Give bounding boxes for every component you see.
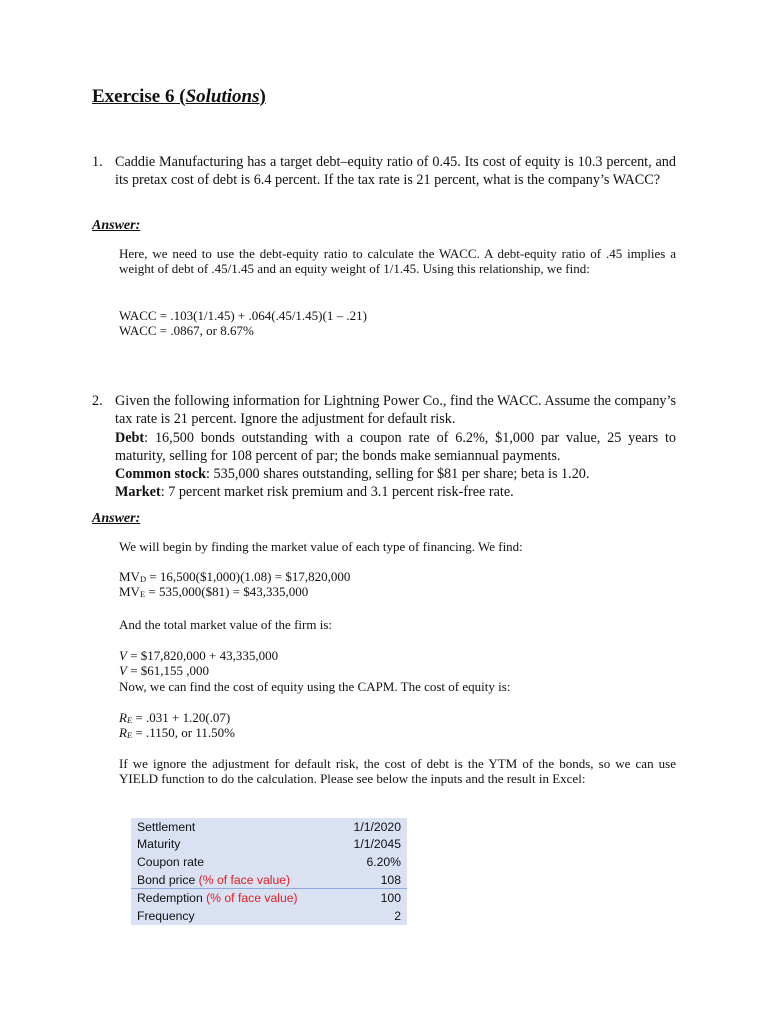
row-note: (% of face value) <box>198 872 291 887</box>
question-text: Given the following information for Lightning Power Co., find the WACC. Assume the company’s tax rate is 21 percent. Ignore the adjustment for default risk. <box>115 393 676 428</box>
page-title: Exercise 6 (Solutions) <box>92 86 266 107</box>
mve-calculation: $MV_E$ = 535,000($81) = $43,335,000 <box>119 584 309 599</box>
answer-text: Here, we need to use the debt-equity ratio to calculate the WACC. A debt-equity ratio of .45 implies a weight of debt of .45/1.45 and an equity weight of 1/1.45. Using this relationship, we find: <box>119 246 676 277</box>
mvd-calculation: $MV_D$ = 16,500($1,000)(1.08) = $17,820,000 <box>119 569 351 584</box>
row-value: 100 <box>333 889 407 907</box>
wacc-result: WACC = .0867, or 8.67% <box>119 323 254 338</box>
table-row <box>131 907 407 925</box>
wacc-calculation: WACC = .103(1/1.45) + .064(.45/1.45)(1 – .21) <box>119 308 367 323</box>
common-stock-info: Common stock: 535,000 shares outstanding, selling for $81 per share; beta is 1.20. <box>115 466 590 483</box>
debt-info: Debt: 16,500 bonds outstanding with a coupon rate of 6.2%, $1,000 par value, 25 years to maturity, selling for 108 percent of par; the bonds make semiannual payments. <box>115 429 676 464</box>
table-row <box>131 836 407 854</box>
row-label: Settlement <box>131 818 333 836</box>
question-text: Caddie Manufacturing has a target debt–equity ratio of 0.45. Its cost of equity is 10.3 percent, and its pretax cost of debt is 6.4 percent. If the tax rate is 21 percent, what is the company’s WACC? <box>115 154 676 189</box>
answer-label: Answer: <box>92 511 141 526</box>
table-row <box>131 889 407 907</box>
yield-explanation: If we ignore the adjustment for default risk, the cost of debt is the YTM of the bonds, so we can use YIELD function to do the calculation. Please see below the inputs and the result in Excel: <box>119 756 676 787</box>
firm-value-calculation: V = $17,820,000 + 43,335,000 <box>119 648 279 663</box>
question-1 <box>92 153 676 190</box>
answer-label: Answer: <box>92 218 141 233</box>
question-number: 1. <box>92 154 103 170</box>
row-label: Maturity <box>131 836 333 854</box>
firm-value-result: V = $61,155 ,000 <box>119 663 210 678</box>
question-2 <box>92 392 676 502</box>
table-row <box>131 853 407 871</box>
row-value: 6.20% <box>333 853 407 871</box>
cost-of-equity-result: $R_E = .1150$, or 11.50% <box>119 725 235 740</box>
row-label: Redemption (% of face value) <box>131 889 333 907</box>
table-row <box>131 818 407 836</box>
row-label: Frequency <box>131 907 333 925</box>
row-label: Coupon rate <box>131 853 333 871</box>
row-value: 2 <box>333 907 407 925</box>
row-value: 1/1/2045 <box>333 836 407 854</box>
market-info: Market: 7 percent market risk premium and 3.1 percent risk-free rate. <box>115 484 514 501</box>
market-value-intro: We will begin by finding the market value of each type of financing. We find: <box>119 539 523 554</box>
total-value-intro: And the total market value of the firm is: <box>119 617 332 632</box>
excel-inputs-table <box>131 818 407 925</box>
capm-intro: Now, we can find the cost of equity using the CAPM. The cost of equity is: <box>119 679 511 694</box>
table-row <box>131 871 407 889</box>
row-value: 108 <box>333 871 407 889</box>
row-label: Bond price (% of face value) <box>131 871 333 889</box>
row-note: (% of face value) <box>206 891 298 906</box>
cost-of-equity-calculation: $R_E = .031 + 1.20(.07)$ <box>119 710 231 725</box>
row-value: 1/1/2020 <box>333 818 407 836</box>
question-number: 2. <box>92 393 103 409</box>
